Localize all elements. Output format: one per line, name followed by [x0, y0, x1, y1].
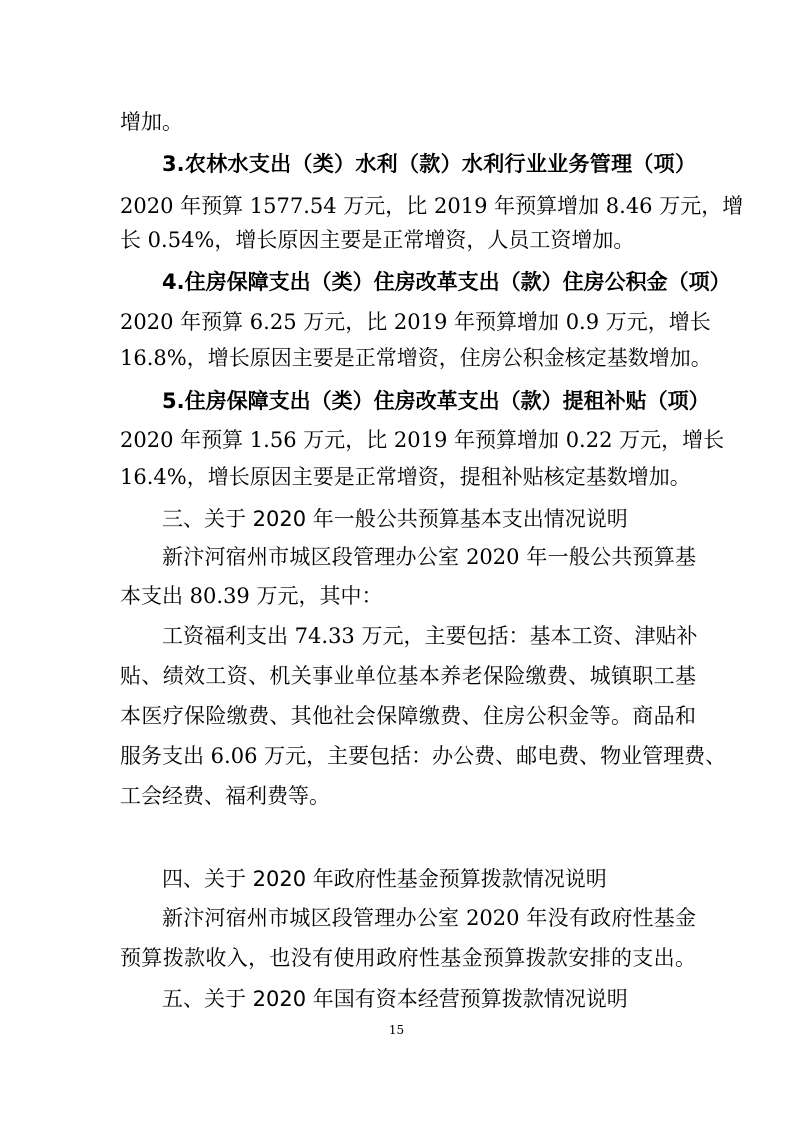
- paragraph-line: 新汴河宿州市城区段管理办公室 2020 年没有政府性基金: [162, 906, 696, 930]
- paragraph-line: 长 0.54%，增长原因主要是正常增资，人员工资增加。: [120, 228, 635, 252]
- paragraph-line: 16.8%，增长原因主要是正常增资，住房公积金核定基数增加。: [120, 346, 712, 370]
- paragraph-line: 2020 年预算 1.56 万元，比 2019 年预算增加 0.22 万元，增长: [120, 428, 725, 452]
- chapter-heading: 四、关于 2020 年政府性基金预算拨款情况说明: [162, 867, 607, 891]
- paragraph-line: 预算拨款收入，也没有使用政府性基金预算拨款安排的支出。: [120, 946, 696, 970]
- section-heading: 4.住房保障支出（类）住房改革支出（款）住房公积金（项）: [162, 270, 731, 294]
- section-heading: 5.住房保障支出（类）住房改革支出（款）提租补贴（项）: [162, 389, 710, 413]
- chapter-heading: 五、关于 2020 年国有资本经营预算拨款情况说明: [162, 987, 628, 1011]
- paragraph-line: 本支出 80.39 万元，其中：: [120, 584, 383, 608]
- chapter-heading: 三、关于 2020 年一般公共预算基本支出情况说明: [162, 507, 628, 531]
- paragraph-line: 工资福利支出 74.33 万元，主要包括：基本工资、津贴补: [162, 624, 698, 648]
- paragraph-line: 16.4%，增长原因主要是正常增资，提租补贴核定基数增加。: [120, 465, 691, 489]
- paragraph-line: 2020 年预算 6.25 万元，比 2019 年预算增加 0.9 万元，增长: [120, 310, 711, 334]
- paragraph-line: 本医疗保险缴费、其他社会保障缴费、住房公积金等。商品和: [120, 704, 696, 728]
- paragraph-line: 贴、绩效工资、机关事业单位基本养老保险缴费、城镇职工基: [120, 664, 696, 688]
- page-number: 15: [388, 1023, 405, 1037]
- paragraph-line: 增加。: [120, 110, 183, 134]
- paragraph-line: 2020 年预算 1577.54 万元，比 2019 年预算增加 8.46 万元，增: [120, 194, 744, 218]
- paragraph-line: 服务支出 6.06 万元，主要包括：办公费、邮电费、物业管理费、: [120, 744, 727, 768]
- paragraph-line: 新汴河宿州市城区段管理办公室 2020 年一般公共预算基: [162, 545, 696, 569]
- paragraph-line: 工会经费、福利费等。: [120, 784, 330, 808]
- section-heading: 3.农林水支出（类）水利（款）水利行业业务管理（项）: [162, 152, 696, 176]
